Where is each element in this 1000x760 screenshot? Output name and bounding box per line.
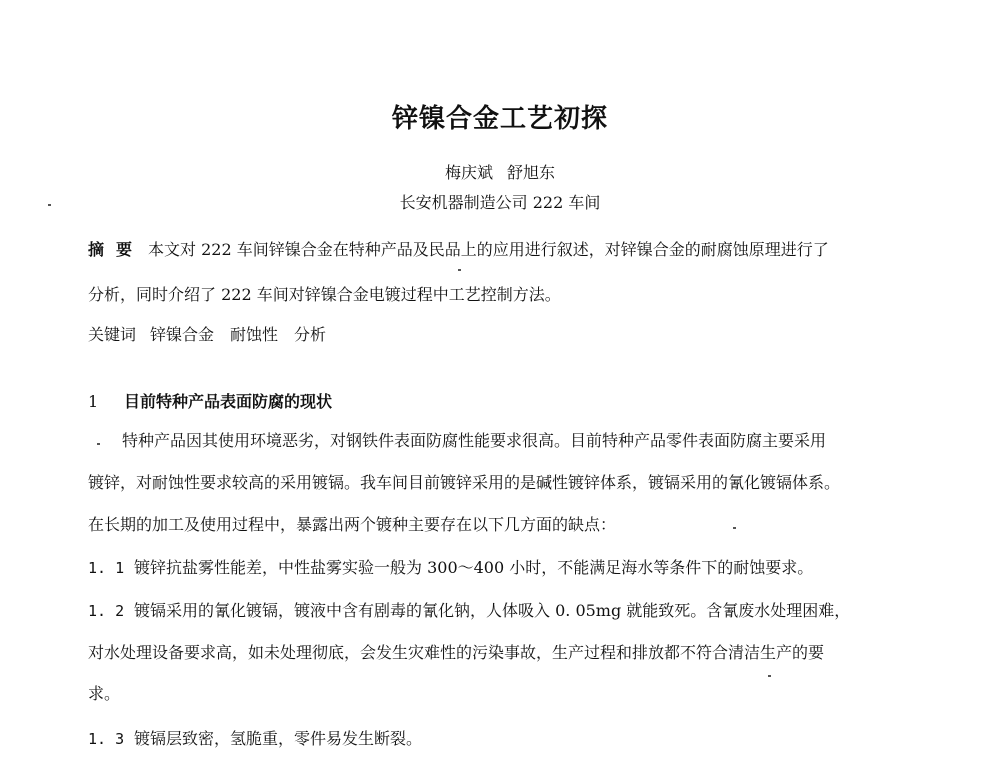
- paragraph-line-3: 在长期的加工及使用过程中，暴露出两个镀种主要存在以下几方面的缺点：: [88, 515, 617, 534]
- item-text: 镀镉层致密，氢脆重，零件易发生断裂。: [134, 729, 423, 748]
- item-text: 镀镉采用的氰化镀镉，镀液中含有剧毒的氰化钠，人体吸入 0. 05mg 就能致死。含氰废水处理困难，: [134, 601, 851, 620]
- keyword-3: 分析: [294, 325, 327, 344]
- keyword-1: 锌镍合金: [150, 325, 215, 344]
- paragraph-line-1: 特种产品因其使用环境恶劣，对钢铁件表面防腐性能要求很高。目前特种产品零件表面防腐主要采用: [122, 431, 827, 450]
- abstract-line-2: 分析，同时介绍了 222 车间对锌镍合金电镀过程中工艺控制方法。: [88, 285, 561, 304]
- author-line: [0, 160, 1000, 183]
- abstract-line-1: [88, 240, 928, 260]
- item-number: 1. 3: [88, 730, 125, 748]
- section-heading: [88, 389, 332, 412]
- keywords-line: [88, 325, 928, 345]
- section-title: 目前特种产品表面防腐的现状: [124, 392, 333, 411]
- section-number: 1: [88, 392, 99, 411]
- scan-speck: [768, 675, 771, 677]
- item-number: 1. 1: [88, 559, 125, 577]
- item-text: 镀锌抗盐雾性能差，中性盐雾实验一般为 300～400 小时，不能满足海水等条件下的耐蚀要求。: [134, 558, 814, 577]
- abstract-label: 摘 要: [88, 240, 133, 259]
- list-item-1-2: [88, 601, 928, 621]
- affiliation: 长安机器制造公司 222 车间: [399, 193, 601, 212]
- paper-title: 锌镍合金工艺初探: [391, 104, 608, 134]
- list-item-1-2-cont-2: 求。: [88, 684, 121, 703]
- abstract-text-1: 本文对 222 车间锌镍合金在特种产品及民品上的应用进行叙述，对锌镍合金的耐腐蚀原理进行了: [148, 240, 829, 259]
- author-2: 舒旭东: [507, 163, 556, 182]
- item-number: 1. 2: [88, 602, 125, 620]
- keywords-label: 关键词: [88, 325, 137, 344]
- scan-speck: [48, 204, 51, 206]
- list-item-1-2-cont-1: 对水处理设备要求高，如未处理彻底，会发生灾难性的污染事故，生产过程和排放都不符合清洁生产的要: [88, 643, 825, 662]
- scan-speck: [733, 527, 736, 529]
- list-item-1-3: [88, 729, 928, 749]
- list-item-1-1: [88, 558, 928, 578]
- scan-speck: [458, 269, 461, 271]
- keyword-2: 耐蚀性: [230, 325, 279, 344]
- author-1: 梅庆斌: [444, 163, 493, 182]
- scan-speck: [97, 443, 100, 445]
- paragraph-line-2: 镀锌，对耐蚀性要求较高的采用镀镉。我车间目前镀锌采用的是碱性镀锌体系，镀镉采用的氰化镀镉体系。: [88, 473, 841, 492]
